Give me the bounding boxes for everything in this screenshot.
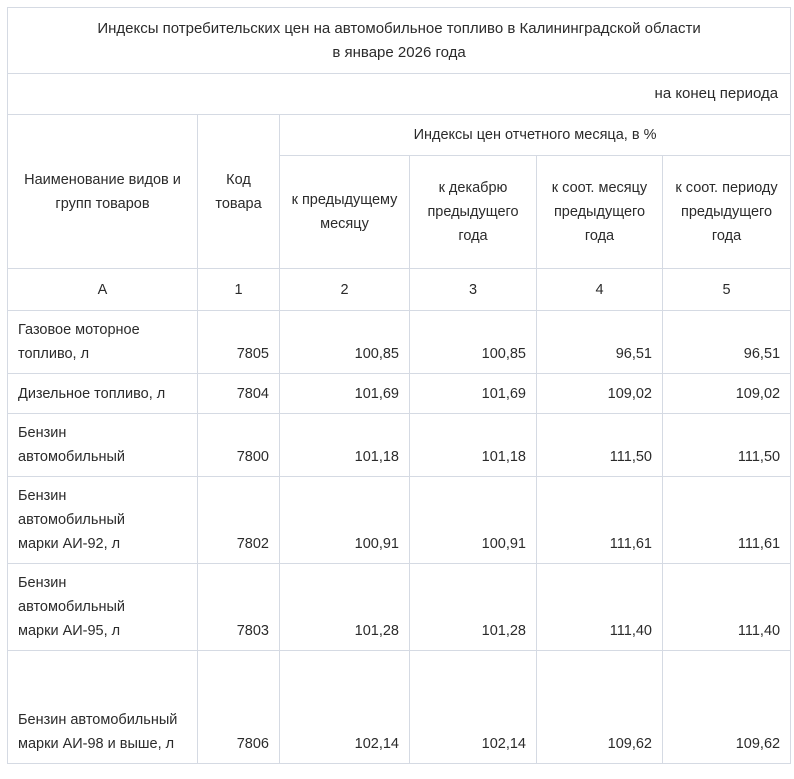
- index-dec-prev-year: 101,69: [410, 374, 537, 414]
- index-dec-prev-year: 100,91: [410, 477, 537, 564]
- header-prev-month: к предыдущему месяцу: [280, 156, 410, 269]
- product-name: Бензин автомобильный марки АИ-92, л: [8, 477, 198, 564]
- column-number: 4: [537, 269, 663, 311]
- column-number: А: [8, 269, 198, 311]
- index-same-period-prev-year: 96,51: [663, 311, 791, 374]
- product-code: 7806: [198, 651, 280, 764]
- index-prev-month: 100,91: [280, 477, 410, 564]
- index-prev-month: 101,28: [280, 564, 410, 651]
- table-row: [8, 564, 791, 651]
- table-row: [8, 414, 791, 477]
- product-name: Бензин автомобильный марки АИ-95, л: [8, 564, 198, 651]
- index-same-month-prev-year: 111,50: [537, 414, 663, 477]
- index-dec-prev-year: 101,18: [410, 414, 537, 477]
- product-code: 7803: [198, 564, 280, 651]
- index-prev-month: 101,18: [280, 414, 410, 477]
- column-number: 5: [663, 269, 791, 311]
- index-same-period-prev-year: 109,62: [663, 651, 791, 764]
- index-dec-prev-year: 101,28: [410, 564, 537, 651]
- index-same-period-prev-year: 111,50: [663, 414, 791, 477]
- cpi-fuel-table: [7, 7, 791, 764]
- index-dec-prev-year: 100,85: [410, 311, 537, 374]
- index-same-month-prev-year: 109,02: [537, 374, 663, 414]
- index-same-period-prev-year: 111,40: [663, 564, 791, 651]
- table-row: [8, 651, 791, 764]
- index-same-period-prev-year: 111,61: [663, 477, 791, 564]
- index-same-month-prev-year: 111,40: [537, 564, 663, 651]
- product-code: 7802: [198, 477, 280, 564]
- header-dec-prev-year: к декабрю предыдущего года: [410, 156, 537, 269]
- table-title-line2: в январе 2026 года: [332, 43, 466, 61]
- table-row: [8, 374, 791, 414]
- index-prev-month: 102,14: [280, 651, 410, 764]
- index-same-month-prev-year: 111,61: [537, 477, 663, 564]
- index-dec-prev-year: 102,14: [410, 651, 537, 764]
- index-prev-month: 100,85: [280, 311, 410, 374]
- header-same-period-prev-year: к соот. периоду предыдущего года: [663, 156, 791, 269]
- unit-note: на конец периода: [8, 74, 791, 115]
- header-code-column: Код товара: [198, 115, 280, 269]
- table-row: [8, 477, 791, 564]
- product-name: Дизельное топливо, л: [8, 374, 198, 414]
- table-title: [8, 8, 791, 74]
- product-name: Бензин автомобильный марки АИ-98 и выше, л: [8, 651, 198, 764]
- column-number-row: [8, 269, 791, 311]
- header-price-index-group: Индексы цен отчетного месяца, в %: [280, 115, 791, 156]
- column-number: 3: [410, 269, 537, 311]
- product-code: 7805: [198, 311, 280, 374]
- header-same-month-prev-year: к соот. месяцу предыдущего года: [537, 156, 663, 269]
- product-name: Газовое моторное топливо, л: [8, 311, 198, 374]
- column-number: 1: [198, 269, 280, 311]
- product-code: 7800: [198, 414, 280, 477]
- product-name: Бензин автомобильный: [8, 414, 198, 477]
- index-same-month-prev-year: 109,62: [537, 651, 663, 764]
- index-prev-month: 101,69: [280, 374, 410, 414]
- product-code: 7804: [198, 374, 280, 414]
- index-same-period-prev-year: 109,02: [663, 374, 791, 414]
- header-name-column: Наименование видов и групп товаров: [8, 115, 198, 269]
- table-row: [8, 311, 791, 374]
- index-same-month-prev-year: 96,51: [537, 311, 663, 374]
- table-title-line1: Индексы потребительских цен на автомобильное топливо в Калининградской области: [97, 19, 701, 37]
- column-number: 2: [280, 269, 410, 311]
